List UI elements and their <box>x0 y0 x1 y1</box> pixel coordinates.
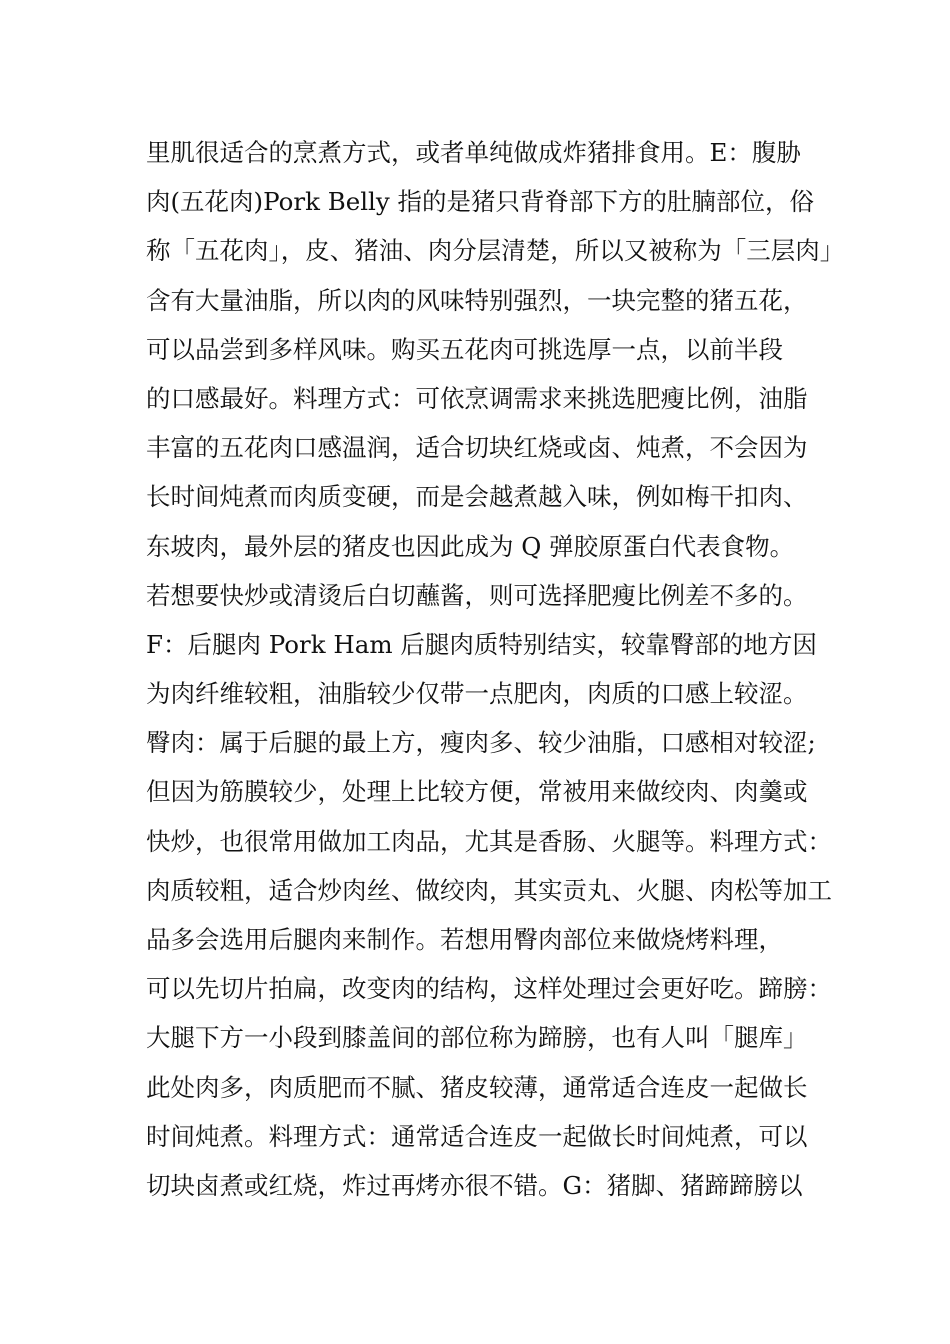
text-line: 快炒，也很常用做加工肉品，尤其是香肠、火腿等。料理方式： <box>146 826 832 856</box>
text-line: 的口感最好。料理方式：可依烹调需求来挑选肥瘦比例，油脂 <box>146 383 808 413</box>
text-line: 品多会选用后腿肉来制作。若想用臀肉部位来做烧烤料理， <box>146 925 783 954</box>
text-line: 但因为筋膜较少，处理上比较方便，常被用来做绞肉、肉羹或 <box>146 777 808 807</box>
text-line: 称「五花肉」，皮、猪油、肉分层清楚，所以又被称为「三层肉」 <box>146 236 845 266</box>
text-line: 此处肉多，肉质肥而不腻、猪皮较薄，通常适合连皮一起做长 <box>146 1072 808 1102</box>
text-line: F：后腿肉 Pork Ham 后腿肉质特别结实，较靠臀部的地方因 <box>146 629 817 659</box>
text-line: 东坡肉，最外层的猪皮也因此成为 Q 弹胶原蛋白代表食物。 <box>146 531 795 561</box>
text-line: 里肌很适合的烹煮方式，或者单纯做成炸猪排食用。E：腹胁 <box>146 138 801 167</box>
text-line: 时间炖煮。料理方式：通常适合连皮一起做长时间炖煮，可以 <box>146 1121 808 1151</box>
text-line: 丰富的五花肉口感温润，适合切块红烧或卤、炖煮，不会因为 <box>146 433 808 463</box>
text-line: 若想要快炒或清烫后白切蘸酱，则可选择肥瘦比例差不多的。 <box>146 580 808 610</box>
text-line: 肉质较粗，适合炒肉丝、做绞肉，其实贡丸、火腿、肉松等加工 <box>146 875 832 905</box>
text-line: 切块卤煮或红烧，炸过再烤亦很不错。G：猪脚、猪蹄蹄膀以 <box>146 1170 803 1200</box>
text-line: 含有大量油脂，所以肉的风味特别强烈，一块完整的猪五花， <box>146 285 808 315</box>
text-line: 肉(五花肉)Pork Belly 指的是猪只背脊部下方的肚腩部位，俗 <box>146 187 815 217</box>
body-text <box>146 128 845 1210</box>
text-line: 可以品尝到多样风味。购买五花肉可挑选厚一点，以前半段 <box>146 334 783 364</box>
text-line: 为肉纤维较粗，油脂较少仅带一点肥肉，肉质的口感上较涩。 <box>146 679 808 709</box>
text-line: 可以先切片拍扁，改变肉的结构，这样处理过会更好吃。蹄膀： <box>146 974 832 1004</box>
text-line: 长时间炖煮而肉质变硬，而是会越煮越入味，例如梅干扣肉、 <box>146 482 808 512</box>
text-line: 臀肉：属于后腿的最上方，瘦肉多、较少油脂，口感相对较涩; <box>146 728 816 758</box>
text-line: 大腿下方一小段到膝盖间的部位称为蹄膀，也有人叫「腿库」 <box>146 1023 808 1053</box>
